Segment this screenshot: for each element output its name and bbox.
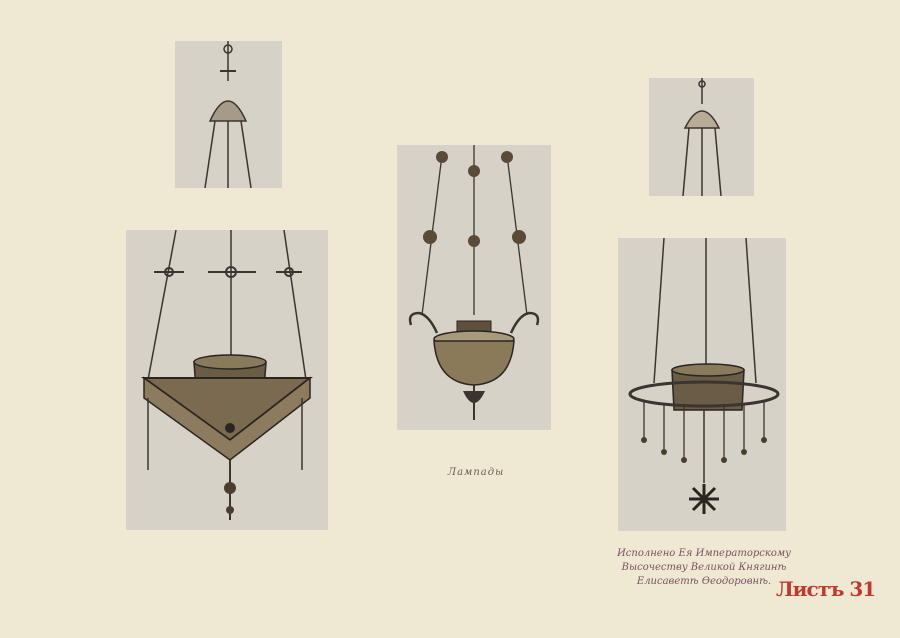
bowl-lamp-drawing [397, 145, 551, 430]
lamp-top-detail-drawing [175, 41, 282, 188]
photo-ring-lamp [618, 238, 786, 531]
credit-inscription [604, 547, 804, 589]
photo-lamp-top-detail-right [649, 78, 754, 196]
credit-line-1: Исполнено Ея Императорскому [617, 548, 791, 559]
caption-lampady: Лампады [447, 467, 505, 478]
ring-lamp-drawing [618, 238, 786, 531]
photo-lamp-top-detail-left [175, 41, 282, 188]
photo-triangular-lamp [126, 230, 328, 530]
credit-line-2: Высочеству Великой Княгинѣ [621, 562, 787, 573]
credit-line-3: Елисаветѣ Өеодоровнѣ. [636, 576, 772, 587]
sheet-number-label: Листъ 31 [776, 577, 876, 601]
ring-lamp-top-drawing [649, 78, 754, 196]
photo-bowl-lamp [397, 145, 551, 430]
triangular-lamp-drawing [126, 230, 328, 530]
